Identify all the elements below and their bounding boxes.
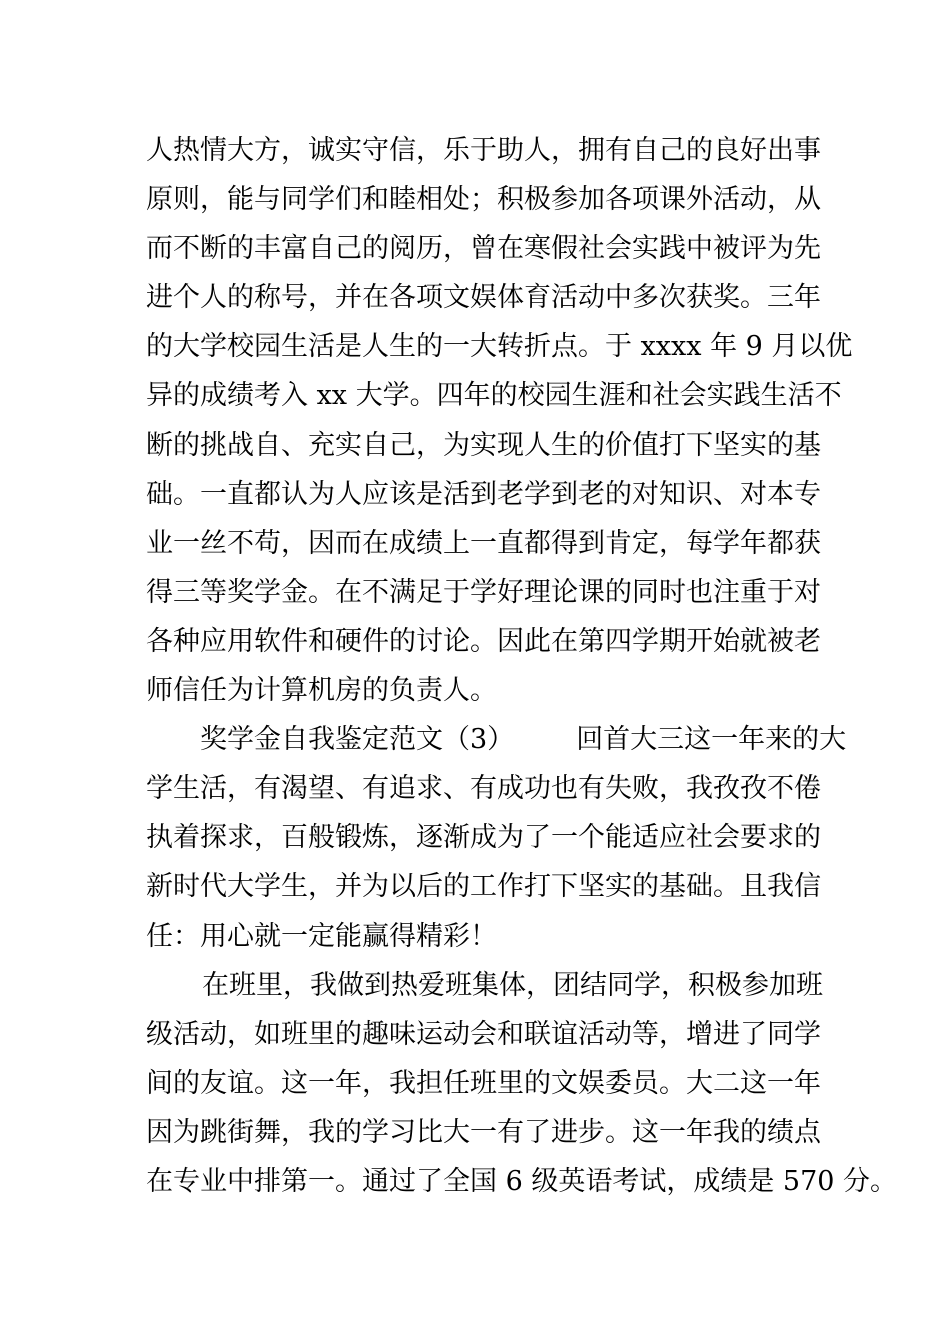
paragraph-line: 任：用心就一定能赢得精彩！ <box>146 920 497 952</box>
paragraph-3 <box>146 961 898 1206</box>
paragraph-line: 础。一直都认为人应该是活到老学到老的对知识、对本专 <box>146 478 821 510</box>
paragraph-line: 因为跳街舞，我的学习比大一有了进步。这一年我的绩点 <box>146 1116 821 1148</box>
paragraph-line: 异的成绩考入 xx 大学。四年的校园生涯和社会实践生活不 <box>146 380 842 412</box>
paragraph-line-rest: 回首大三这一年来的大 <box>576 724 847 756</box>
paragraph-2 <box>146 715 847 960</box>
paragraph-1 <box>146 126 853 715</box>
paragraph-line: 学生活，有渴望、有追求、有成功也有失败，我孜孜不倦 <box>146 773 821 805</box>
paragraph-line: 断的挑战自、充实自己，为实现人生的价值打下坚实的基 <box>146 429 821 461</box>
section-heading: 奖学金自我鉴定范文（3） <box>200 724 515 756</box>
paragraph-line: 级活动，如班里的趣味运动会和联谊活动等，增进了同学 <box>146 1018 821 1050</box>
paragraph-first-line <box>146 715 847 764</box>
paragraph-line: 人热情大方，诚实守信，乐于助人，拥有自己的良好出事 <box>146 135 821 166</box>
paragraph-line: 业一丝不苟，因而在成绩上一直都得到肯定，每学年都获 <box>146 527 821 559</box>
paragraph-line: 在班里，我做到热爱班集体，团结同学，积极参加班 <box>202 969 823 1001</box>
paragraph-line: 新时代大学生，并为以后的工作打下坚实的基础。且我信 <box>146 871 821 903</box>
paragraph-line: 各种应用软件和硬件的讨论。因此在第四学期开始就被老 <box>146 625 821 657</box>
paragraph-line: 间的友谊。这一年，我担任班里的文娱委员。大二这一年 <box>146 1067 821 1099</box>
paragraph-line: 的大学校园生活是人生的一大转折点。于 xxxx 年 9 月以优 <box>146 331 853 363</box>
paragraph-line: 执着探求，百般锻炼，逐渐成为了一个能适应社会要求的 <box>146 822 821 854</box>
paragraph-line: 师信任为计算机房的负责人。 <box>146 675 497 707</box>
paragraph-line: 得三等奖学金。在不满足于学好理论课的同时也注重于对 <box>146 576 821 608</box>
paragraph-line: 原则，能与同学们和睦相处；积极参加各项课外活动，从 <box>146 184 821 216</box>
paragraph-line: 而不断的丰富自己的阅历，曾在寒假社会实践中被评为先 <box>146 233 821 265</box>
paragraph-line: 进个人的称号，并在各项文娱体育活动中多次获奖。三年 <box>146 282 821 314</box>
document-body <box>146 126 898 1206</box>
paragraph-line: 在专业中排第一。通过了全国 6 级英语考试，成绩是 570 分。 <box>146 1165 898 1197</box>
